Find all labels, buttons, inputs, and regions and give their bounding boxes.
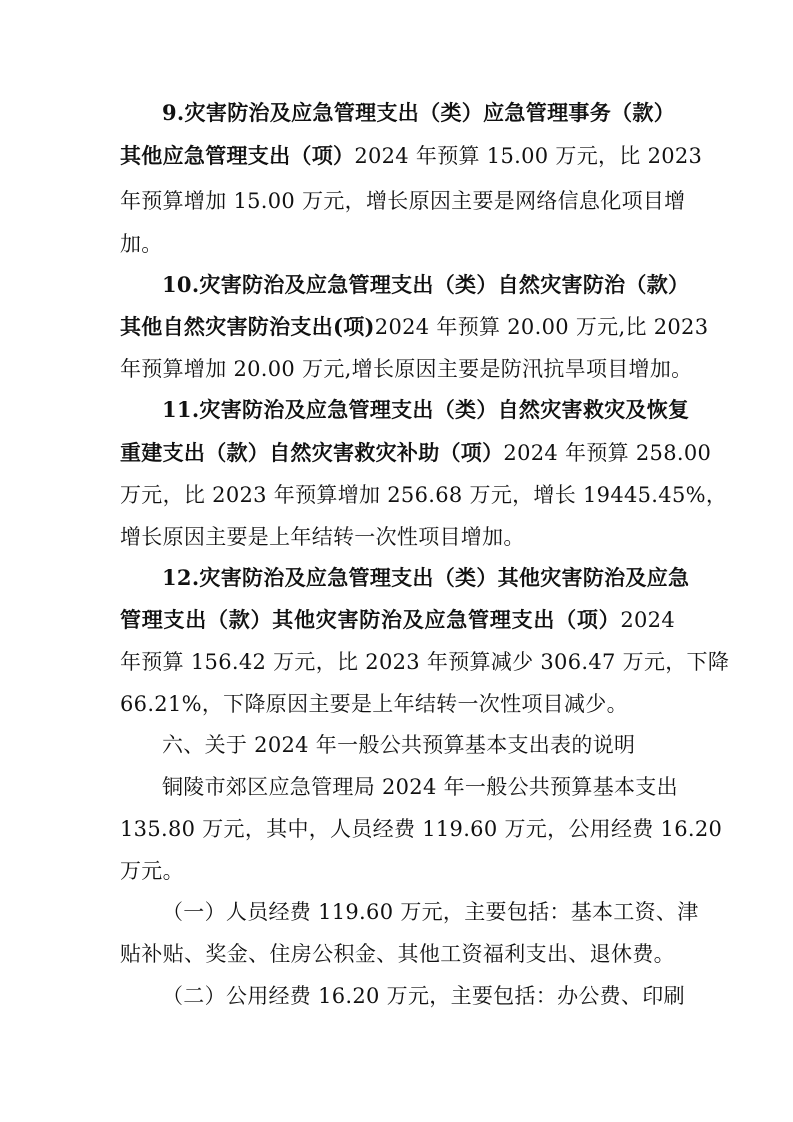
- text-line: [120, 141, 703, 171]
- line-text: （二）公用经费 16.20 万元，主要包括：办公费、印刷: [162, 984, 685, 1008]
- line-text: 六、关于 2024 年一般公共预算基本支出表的说明: [162, 733, 636, 757]
- text-line: [120, 354, 693, 384]
- line-text: 135.80 万元，其中，人员经费 119.60 万元，公用经费 16.20: [120, 817, 723, 841]
- text-line: [162, 772, 678, 802]
- text-line: [162, 270, 690, 300]
- bold-heading: 12.灾害防治及应急管理支出（类）其他灾害防治及应急: [162, 565, 690, 590]
- line-text: 2024 年预算 20.00 万元,比 2023: [374, 315, 709, 339]
- text-line: [162, 981, 685, 1011]
- text-line: [120, 814, 723, 844]
- bold-heading: 管理支出（款）其他灾害防治及应急管理支出（项）: [120, 607, 621, 632]
- text-line: [162, 98, 675, 128]
- line-text: 2024 年预算 258.00: [503, 441, 712, 465]
- line-text: 万元，比 2023 年预算增加 256.68 万元，增长 19445.45%，: [120, 483, 728, 507]
- line-text: 加。: [120, 232, 163, 256]
- bold-heading: 其他自然灾害防治支出(项): [120, 314, 375, 339]
- line-text: 年预算增加 15.00 万元，增长原因主要是网络信息化项目增: [120, 189, 686, 213]
- bold-heading: 重建支出（款）自然灾害救灾补助（项）: [120, 440, 504, 465]
- line-text: 2024 年预算 15.00 万元，比 2023: [354, 144, 703, 168]
- line-text: 66.21%，下降原因主要是上年结转一次性项目减少。: [120, 692, 628, 716]
- text-line: [120, 939, 675, 969]
- bold-heading: 10.灾害防治及应急管理支出（类）自然灾害防治（款）: [162, 272, 690, 297]
- line-text: 万元。: [120, 859, 184, 883]
- text-line: [120, 312, 709, 342]
- text-line: [120, 856, 675, 886]
- line-text: 铜陵市郊区应急管理局 2024 年一般公共预算基本支出: [162, 775, 678, 799]
- line-text: 年预算 156.42 万元，比 2023 年预算减少 306.47 万元，下降: [120, 650, 730, 674]
- line-text: 年预算增加 20.00 万元,增长原因主要是防汛抗旱项目增加。: [120, 357, 693, 381]
- text-line: [120, 186, 686, 216]
- text-line: [120, 647, 730, 677]
- bold-heading: 其他应急管理支出（项）: [120, 143, 355, 168]
- text-line: [120, 229, 675, 259]
- text-line: [120, 438, 712, 468]
- line-text: （一）人员经费 119.60 万元，主要包括：基本工资、津: [162, 900, 699, 924]
- text-line: [162, 395, 690, 425]
- line-text: 贴补贴、奖金、住房公积金、其他工资福利支出、退休费。: [120, 942, 675, 966]
- line-text: 增长原因主要是上年结转一次性项目增加。: [120, 525, 525, 549]
- line-text: 2024: [620, 608, 675, 632]
- bold-heading: 11.灾害防治及应急管理支出（类）自然灾害救灾及恢复: [162, 397, 690, 422]
- text-line: [162, 563, 690, 593]
- text-line: [120, 522, 675, 552]
- text-line: [162, 897, 699, 927]
- text-line: [120, 480, 728, 510]
- section-heading: [162, 730, 675, 760]
- bold-heading: 9.灾害防治及应急管理支出（类）应急管理事务（款）: [162, 100, 675, 125]
- text-line: [120, 605, 675, 635]
- text-line: [120, 689, 675, 719]
